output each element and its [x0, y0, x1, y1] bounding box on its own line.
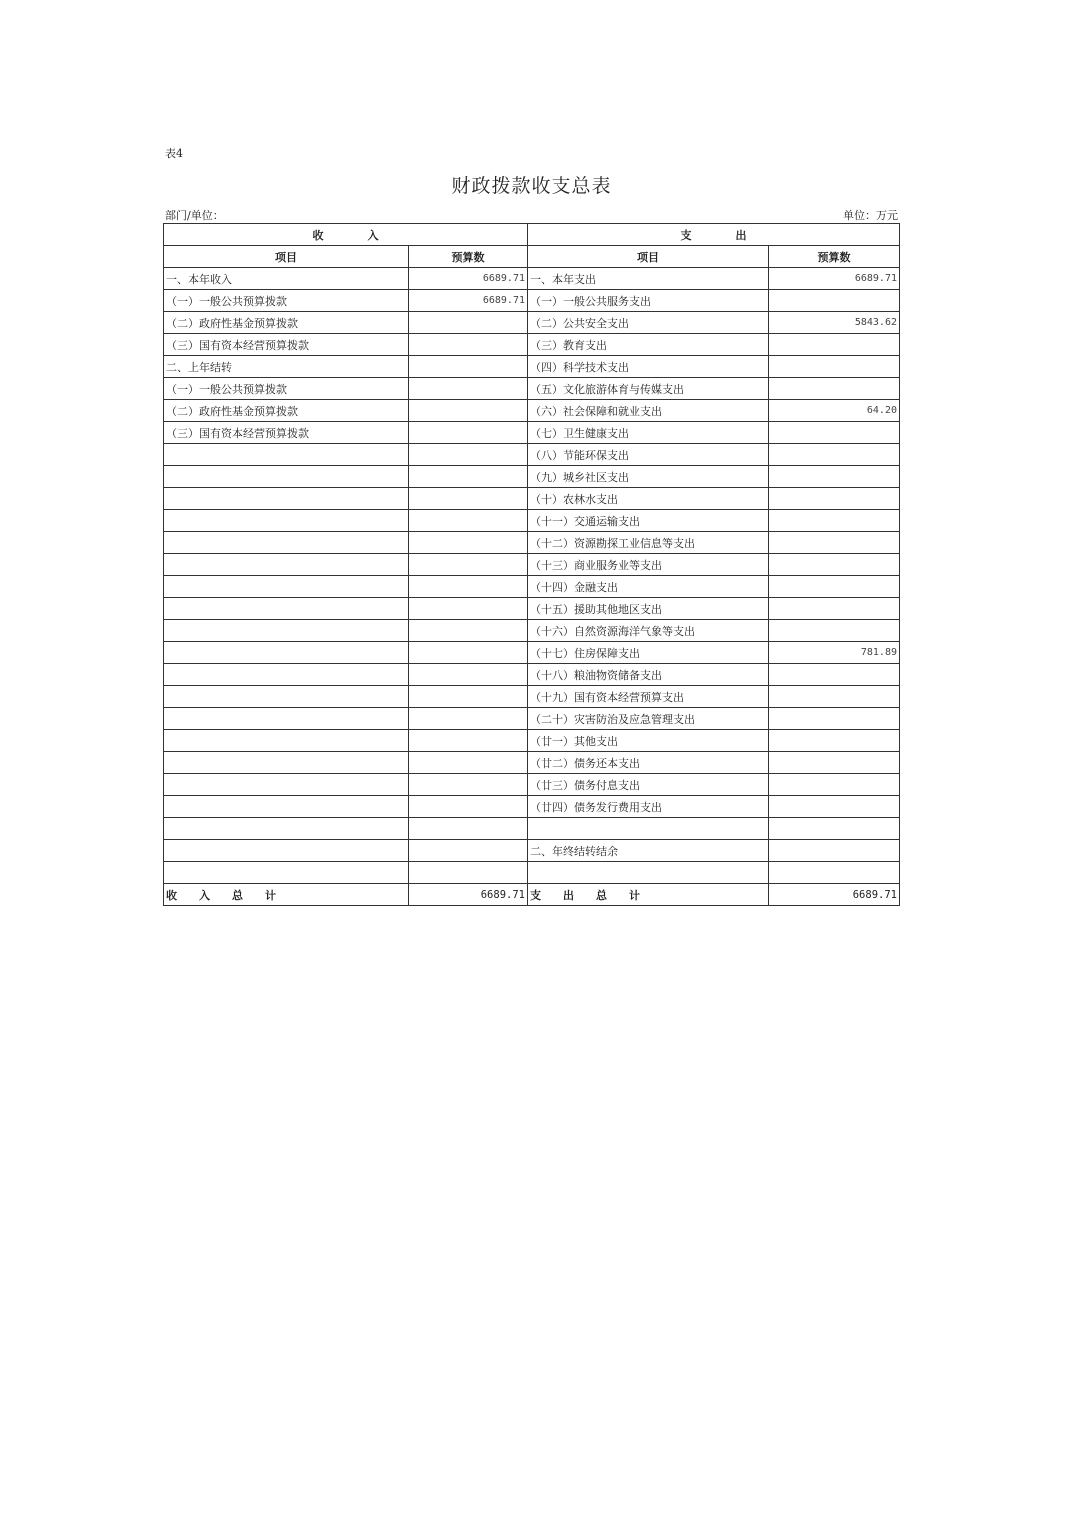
expense-item-cell: （十九）国有资本经营预算支出: [528, 686, 769, 708]
table-row: [164, 400, 900, 422]
table-row: [164, 466, 900, 488]
income-amount-cell: [409, 598, 528, 620]
income-total-amount: 6689.71: [409, 884, 528, 906]
income-item-cell: [164, 686, 409, 708]
income-amount-cell: [409, 334, 528, 356]
expense-item-cell: （廿一）其他支出: [528, 730, 769, 752]
income-amount-cell: 6689.71: [409, 290, 528, 312]
expense-amount-cell: [769, 290, 900, 312]
income-amount-cell: [409, 818, 528, 840]
income-item-cell: [164, 840, 409, 862]
income-amount-cell: [409, 840, 528, 862]
income-item-cell: [164, 862, 409, 884]
expense-amount-cell: [769, 840, 900, 862]
expense-amount-cell: [769, 510, 900, 532]
income-item-header: 项目: [164, 246, 409, 268]
income-amount-cell: [409, 686, 528, 708]
table-row: [164, 642, 900, 664]
expense-amount-cell: [769, 378, 900, 400]
expense-item-cell: （九）城乡社区支出: [528, 466, 769, 488]
income-amount-cell: [409, 620, 528, 642]
expense-item-cell: （十八）粮油物资储备支出: [528, 664, 769, 686]
income-amount-cell: [409, 576, 528, 598]
expense-amount-cell: [769, 862, 900, 884]
expense-item-cell: （廿二）债务还本支出: [528, 752, 769, 774]
expense-amount-cell: [769, 664, 900, 686]
income-amount-cell: [409, 730, 528, 752]
expense-item-cell: （七）卫生健康支出: [528, 422, 769, 444]
income-item-cell: （一）一般公共预算拨款: [164, 378, 409, 400]
expense-amount-cell: [769, 422, 900, 444]
income-amount-cell: 6689.71: [409, 268, 528, 290]
table-row: [164, 422, 900, 444]
income-amount-cell: [409, 510, 528, 532]
table-row: [164, 620, 900, 642]
expense-item-cell: （八）节能环保支出: [528, 444, 769, 466]
income-amount-cell: [409, 356, 528, 378]
expense-item-cell: （十三）商业服务业等支出: [528, 554, 769, 576]
expense-amount-cell: [769, 466, 900, 488]
table-row: [164, 840, 900, 862]
expense-amount-cell: [769, 554, 900, 576]
table-row: [164, 818, 900, 840]
expense-total-amount: 6689.71: [769, 884, 900, 906]
income-amount-cell: [409, 444, 528, 466]
income-item-cell: [164, 796, 409, 818]
income-item-cell: [164, 466, 409, 488]
table-row: [164, 774, 900, 796]
table-row: [164, 554, 900, 576]
table-row: [164, 378, 900, 400]
income-budget-header: 预算数: [409, 246, 528, 268]
expense-section-header: 支 出: [528, 224, 900, 246]
expense-total-label: 支 出 总 计: [528, 884, 769, 906]
income-item-cell: （三）国有资本经营预算拨款: [164, 334, 409, 356]
income-amount-cell: [409, 752, 528, 774]
unit-label: 单位：万元: [843, 209, 898, 222]
expense-amount-cell: [769, 708, 900, 730]
table-row: [164, 686, 900, 708]
expense-amount-cell: [769, 576, 900, 598]
income-item-cell: [164, 730, 409, 752]
table-row: [164, 862, 900, 884]
income-item-cell: [164, 708, 409, 730]
expense-item-cell: （十）农林水支出: [528, 488, 769, 510]
expense-amount-cell: [769, 752, 900, 774]
income-item-cell: [164, 444, 409, 466]
income-item-cell: 一、本年收入: [164, 268, 409, 290]
table-row: [164, 708, 900, 730]
income-item-cell: [164, 532, 409, 554]
income-amount-cell: [409, 862, 528, 884]
income-item-cell: [164, 488, 409, 510]
expense-amount-cell: [769, 444, 900, 466]
expense-item-cell: 二、年终结转结余: [528, 840, 769, 862]
income-amount-cell: [409, 796, 528, 818]
income-item-cell: [164, 664, 409, 686]
expense-amount-cell: [769, 620, 900, 642]
income-amount-cell: [409, 532, 528, 554]
expense-amount-cell: 6689.71: [769, 268, 900, 290]
expense-amount-cell: [769, 598, 900, 620]
expense-item-cell: （廿三）债务付息支出: [528, 774, 769, 796]
table-row: [164, 664, 900, 686]
expense-item-cell: （一）一般公共服务支出: [528, 290, 769, 312]
table-row: [164, 598, 900, 620]
expense-item-header: 项目: [528, 246, 769, 268]
expense-budget-header: 预算数: [769, 246, 900, 268]
income-item-cell: （二）政府性基金预算拨款: [164, 400, 409, 422]
income-item-cell: 二、上年结转: [164, 356, 409, 378]
expense-amount-cell: [769, 774, 900, 796]
income-amount-cell: [409, 554, 528, 576]
table-row: [164, 334, 900, 356]
income-amount-cell: [409, 708, 528, 730]
section-header-row: [164, 224, 900, 246]
expense-item-cell: （五）文化旅游体育与传媒支出: [528, 378, 769, 400]
total-row: [164, 884, 900, 906]
expense-item-cell: （十四）金融支出: [528, 576, 769, 598]
table-row: [164, 488, 900, 510]
expense-item-cell: （四）科学技术支出: [528, 356, 769, 378]
expense-amount-cell: [769, 796, 900, 818]
expense-item-cell: （二）公共安全支出: [528, 312, 769, 334]
income-item-cell: [164, 554, 409, 576]
expense-amount-cell: [769, 356, 900, 378]
income-item-cell: （一）一般公共预算拨款: [164, 290, 409, 312]
department-label: 部门/单位：: [165, 209, 224, 222]
expense-amount-cell: [769, 818, 900, 840]
table-number: 表4: [165, 147, 183, 160]
income-amount-cell: [409, 642, 528, 664]
income-item-cell: （三）国有资本经营预算拨款: [164, 422, 409, 444]
income-item-cell: [164, 752, 409, 774]
income-item-cell: [164, 598, 409, 620]
expense-item-cell: （十一）交通运输支出: [528, 510, 769, 532]
table-row: [164, 730, 900, 752]
income-amount-cell: [409, 774, 528, 796]
expense-amount-cell: 64.20: [769, 400, 900, 422]
expense-amount-cell: [769, 334, 900, 356]
income-section-header: 收 入: [164, 224, 528, 246]
expense-item-cell: 一、本年支出: [528, 268, 769, 290]
income-item-cell: [164, 818, 409, 840]
table-row: [164, 290, 900, 312]
table-row: [164, 796, 900, 818]
income-item-cell: [164, 774, 409, 796]
income-item-cell: [164, 576, 409, 598]
table-row: [164, 356, 900, 378]
table-row: [164, 444, 900, 466]
expense-item-cell: （二十）灾害防治及应急管理支出: [528, 708, 769, 730]
expense-item-cell: [528, 818, 769, 840]
expense-amount-cell: [769, 532, 900, 554]
income-item-cell: [164, 620, 409, 642]
income-amount-cell: [409, 488, 528, 510]
table-row: [164, 576, 900, 598]
expense-amount-cell: 781.89: [769, 642, 900, 664]
income-item-cell: [164, 510, 409, 532]
expense-item-cell: （廿四）债务发行费用支出: [528, 796, 769, 818]
expense-item-cell: （十七）住房保障支出: [528, 642, 769, 664]
expense-item-cell: （十二）资源勘探工业信息等支出: [528, 532, 769, 554]
expense-item-cell: （十五）援助其他地区支出: [528, 598, 769, 620]
income-amount-cell: [409, 400, 528, 422]
table-row: [164, 268, 900, 290]
income-amount-cell: [409, 466, 528, 488]
income-amount-cell: [409, 422, 528, 444]
table-row: [164, 510, 900, 532]
expense-amount-cell: [769, 730, 900, 752]
expense-item-cell: [528, 862, 769, 884]
page-title: 财政拨款收支总表: [451, 175, 612, 197]
income-item-cell: [164, 642, 409, 664]
income-amount-cell: [409, 664, 528, 686]
expense-amount-cell: 5843.62: [769, 312, 900, 334]
income-item-cell: （二）政府性基金预算拨款: [164, 312, 409, 334]
budget-table: [163, 223, 900, 906]
income-amount-cell: [409, 378, 528, 400]
expense-item-cell: （十六）自然资源海洋气象等支出: [528, 620, 769, 642]
expense-amount-cell: [769, 686, 900, 708]
income-amount-cell: [409, 312, 528, 334]
income-total-label: 收 入 总 计: [164, 884, 409, 906]
table-row: [164, 312, 900, 334]
expense-item-cell: （三）教育支出: [528, 334, 769, 356]
expense-item-cell: （六）社会保障和就业支出: [528, 400, 769, 422]
table-row: [164, 752, 900, 774]
column-header-row: [164, 246, 900, 268]
expense-amount-cell: [769, 488, 900, 510]
table-row: [164, 532, 900, 554]
